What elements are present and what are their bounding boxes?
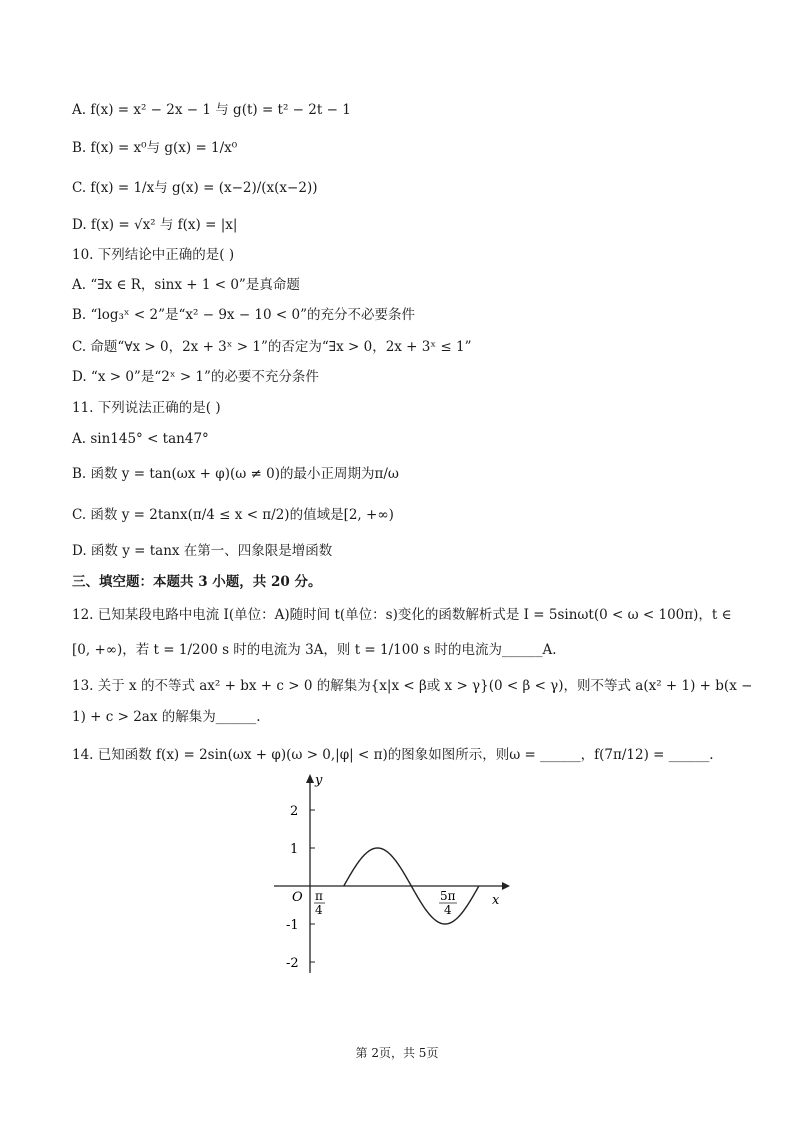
option-11c: C. 函数 y = 2tanx(π/4 ≤ x < π/2)的值域是[2, +∞) [72,507,394,523]
y-tick-neg1: -1 [286,918,299,933]
page-footer: 第 2页，共 5页 [355,1046,439,1060]
y-tick-neg2: -2 [286,956,299,971]
option-11d: D. 函数 y = tanx 在第一、四象限是增函数 [72,543,333,559]
option-10c: C. 命题“∀x > 0，2x + 3ˣ > 1”的否定为“∃x > 0，2x + 3ˣ ≤ 1” [72,339,472,355]
x-axis-arrow [502,882,510,890]
svg-text:π: π [315,889,323,903]
svg-text:5π: 5π [440,889,456,903]
y-axis-arrow [306,774,314,783]
x-tick-pi-over-4 [314,889,325,917]
option-9d: D. f(x) = √x² 与 f(x) = |x| [72,217,238,233]
option-9a: A. f(x) = x² − 2x − 1 与 g(t) = t² − 2t − 1 [72,102,351,118]
y-tick-1: 1 [290,842,299,857]
option-10a: A. “∃x ∈ R，sinx + 1 < 0”是真命题 [72,277,300,293]
option-9c: C. f(x) = 1/x与 g(x) = (x−2)/(x(x−2)) [72,180,318,196]
option-10d: D. “x > 0”是“2ˣ > 1”的必要不充分条件 [72,369,319,385]
section-heading: 三、填空题：本题共 3 小题，共 20 分。 [72,574,322,590]
question-10: 10. 下列结论中正确的是( ) [72,247,235,263]
question-11: 11. 下列说法正确的是( ) [72,400,221,416]
y-tick-2: 2 [290,804,299,819]
option-11a: A. sin145° < tan47° [72,431,209,447]
origin-label: O [292,890,303,905]
question-12-line1: 12. 已知某段电路中电流 I(单位：A)随时间 t(单位：s)变化的函数解析式是 I = 5sinωt(0 < ω < 100π)，t ∈ [72,607,732,623]
option-10b: B. “log₃ˣ < 2”是“x² − 9x − 10 < 0”的充分不必要条件 [72,307,415,323]
x-axis-label: x [492,893,500,908]
option-11b: B. 函数 y = tan(ωx + φ)(ω ≠ 0)的最小正周期为π/ω [72,466,399,482]
question-13-line2: 1) + c > 2ax 的解集为______. [72,709,261,725]
option-9b: B. f(x) = x⁰与 g(x) = 1/x⁰ [72,140,238,156]
svg-text:4: 4 [315,903,323,917]
sine-graph [268,768,518,978]
question-14: 14. 已知函数 f(x) = 2sin(ωx + φ)(ω > 0,|φ| < π)的图象如图所示，则ω = ______，f(7π/12) = ______. [72,747,714,763]
svg-text:4: 4 [444,903,452,917]
x-tick-5pi-over-4 [439,889,457,917]
question-13-line1: 13. 关于 x 的不等式 ax² + bx + c > 0 的解集为{x|x < β或 x > γ}(0 < β < γ)，则不等式 a(x² + 1) + b(x − [72,678,753,694]
y-axis-label: y [315,773,323,788]
question-12-line2: [0, +∞)，若 t = 1/200 s 时的电流为 3A，则 t = 1/100 s 时的电流为______A. [72,642,557,658]
